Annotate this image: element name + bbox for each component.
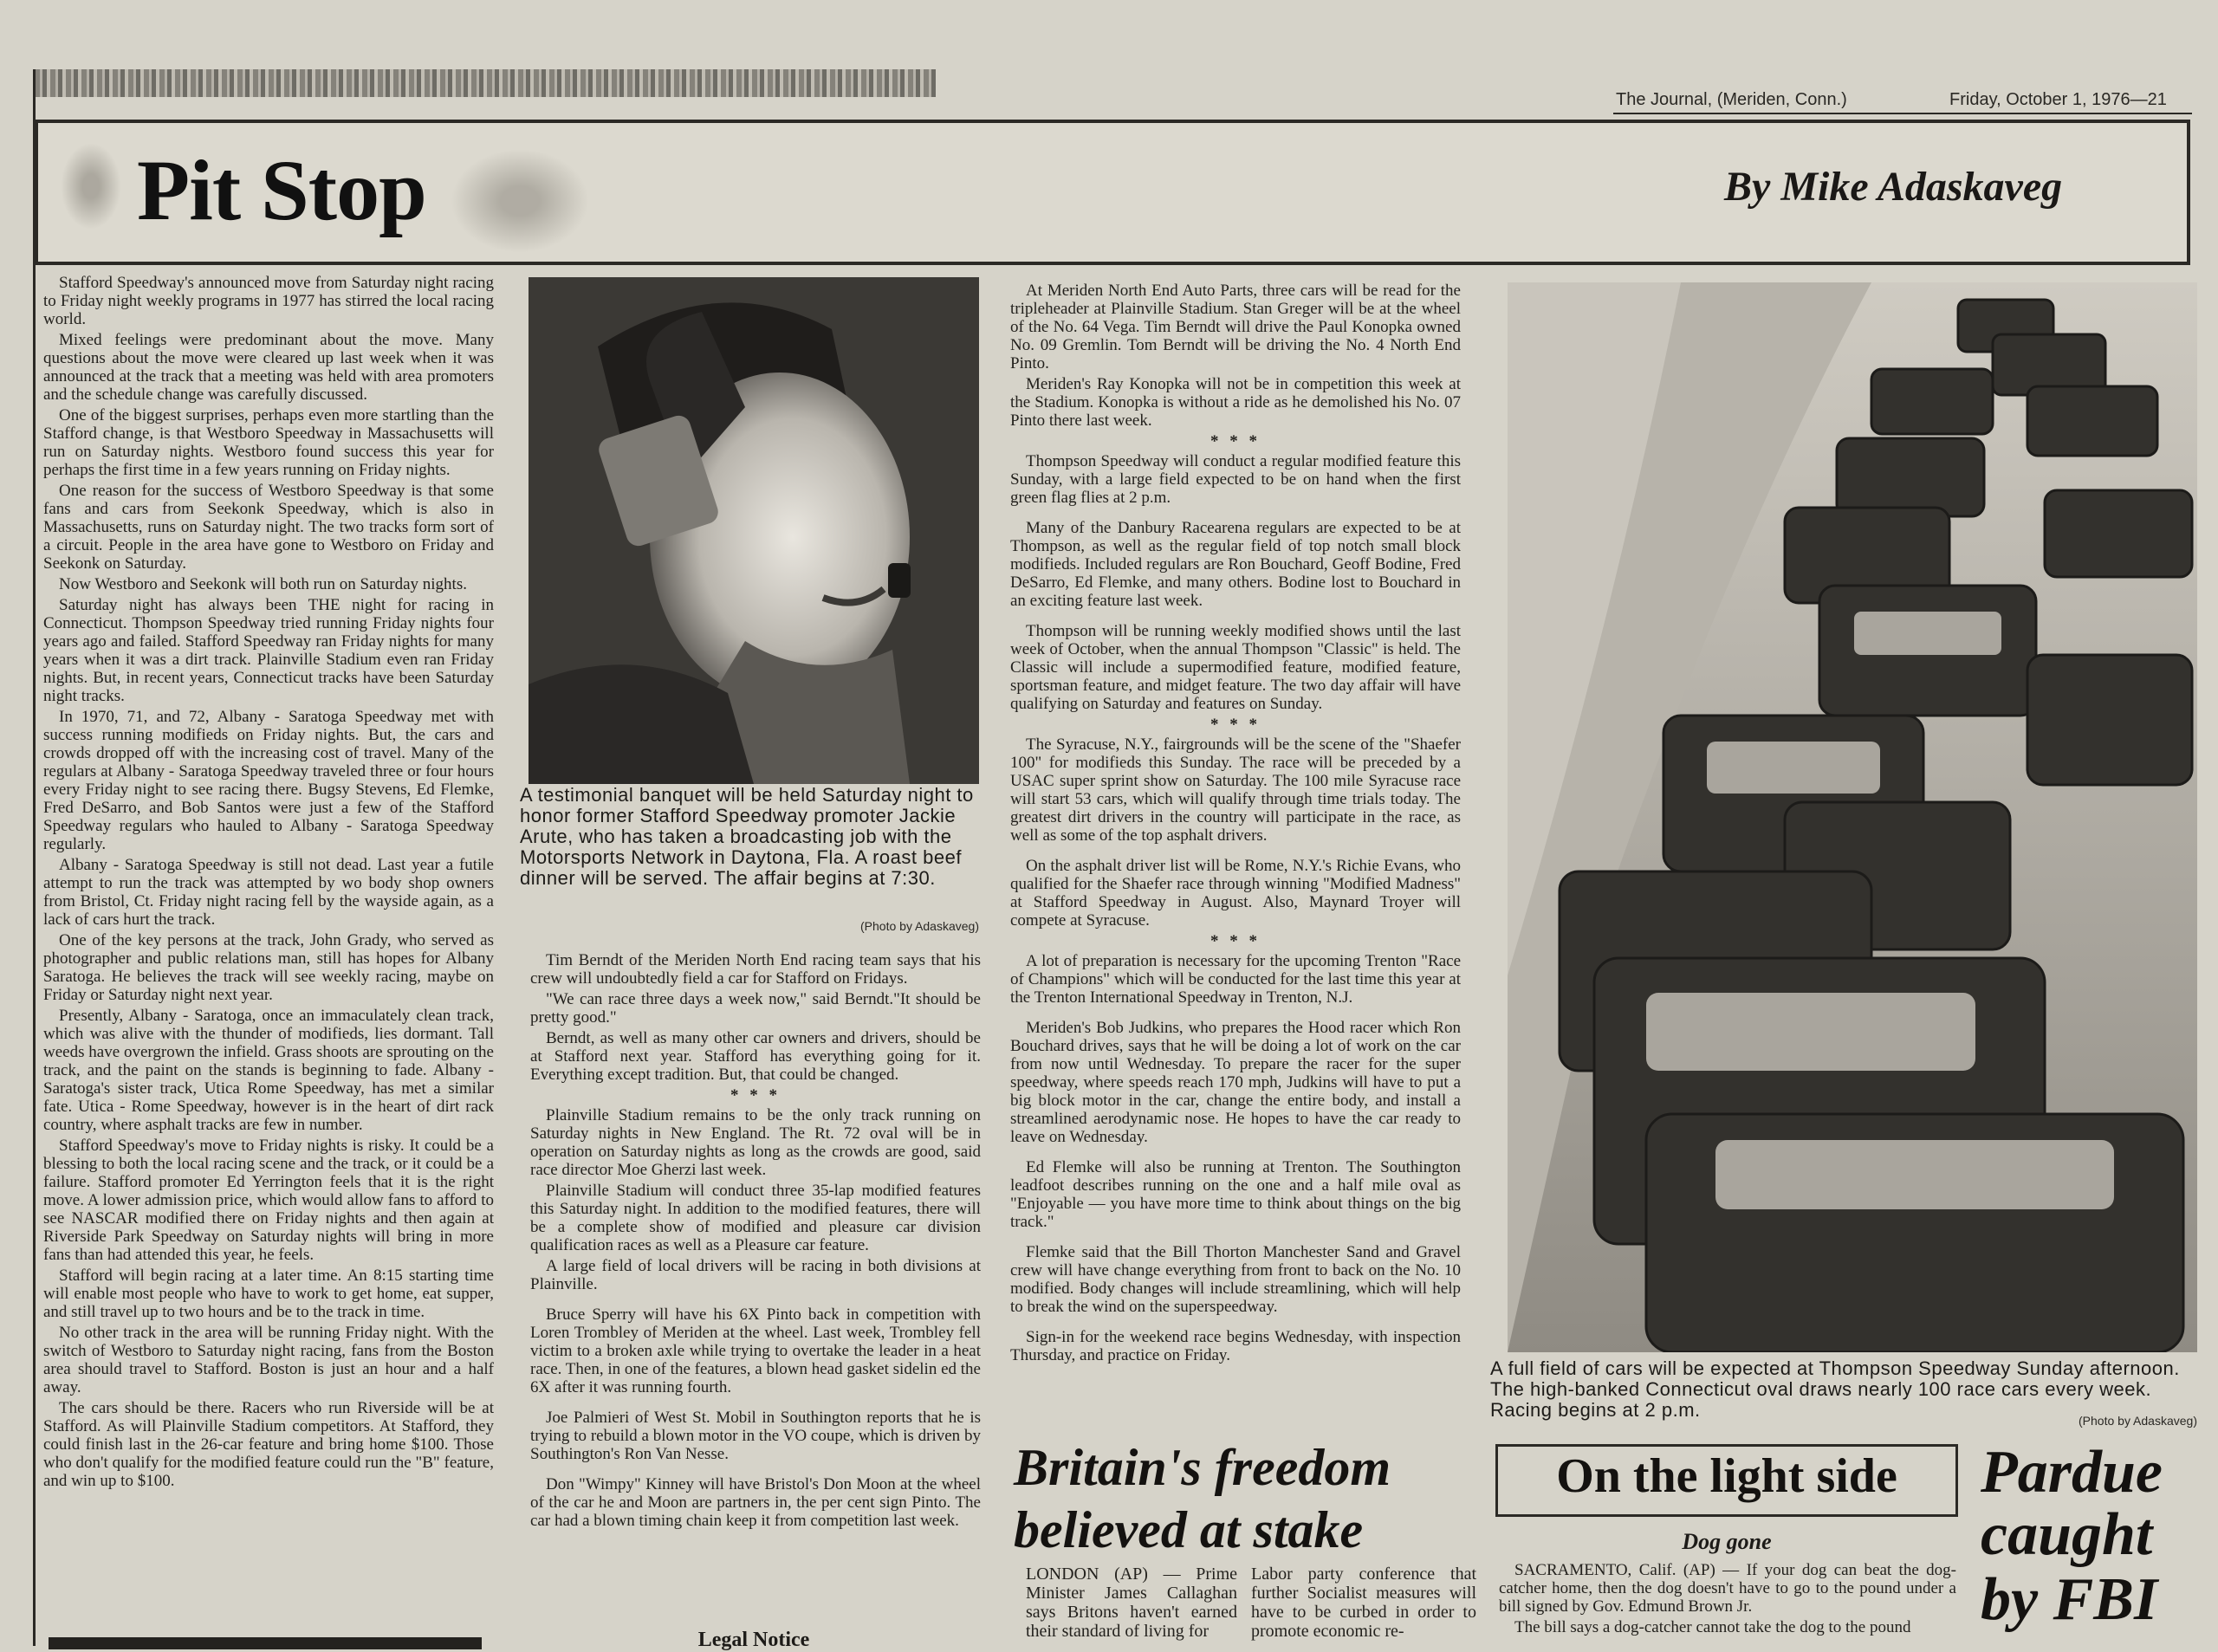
- article-paragraph: Sign-in for the weekend race begins Wednesday, with inspection Thursday, and practice on Friday.: [1010, 1328, 1461, 1364]
- light-side-title: On the light side: [1556, 1449, 1897, 1503]
- legal-notice-title: Legal Notice: [697, 1629, 810, 1651]
- article-paragraph: Albany - Saratoga Speedway is still not dead. Last year a futile attempt to run the track was attempted by wo body shop owners from Bristol, Ct. Friday night racing fell by the wayside again, as a lack of cars hurt the track.: [43, 856, 494, 929]
- article-paragraph: Stafford Speedway's move to Friday nights is risky. It could be a blessing to both the local racing scene and the track, or it could be a failure. Stafford promoter Ed Yerrington feels that it is the right move. A lower admission price, which would allow fans to afford to see NASCAR modified there on Friday nights and then again at Riverside Park Speedway on Saturday nights will bring in more fans than had attended this year, he feels.: [43, 1137, 494, 1264]
- section-separator: * * *: [1210, 716, 1261, 734]
- britain-headline-line2: believed at stake: [1014, 1501, 1364, 1558]
- article-paragraph: "We can race three days a week now," said Berndt."It should be pretty good.": [530, 990, 981, 1027]
- section-separator: * * *: [730, 1086, 781, 1105]
- pardue-headline-line2: caught: [1981, 1501, 2153, 1568]
- portrait-image: [529, 277, 979, 784]
- article-paragraph: Saturday night has always been THE night for racing in Connecticut. Thompson Speedway tried running Friday nights four years ago and failed. Stafford Speedway ran Friday nights for many years when it was a dirt track. Plainville Stadium even ran Friday nights. But, in recent years, Connecticut tracks have been Saturday night tracks.: [43, 596, 494, 705]
- banner-texture: [61, 143, 121, 230]
- masthead-strip: [35, 69, 936, 97]
- banner-texture: [451, 149, 589, 253]
- article-paragraph: Thompson Speedway will conduct a regular modified feature this Sunday, with a large field expected to be on hand when the first green flag flies at 2 p.m.: [1010, 452, 1461, 507]
- column-3-article: [1010, 282, 1461, 1367]
- article-paragraph: Now Westboro and Seekonk will both run on Saturday nights.: [59, 575, 467, 593]
- britain-text-a: LONDON (AP) — Prime Minister James Callaghan says Britons haven't earned their standard of living for: [1026, 1565, 1237, 1641]
- article-paragraph: Berndt, as well as many other car owners and drivers, should be at Stafford next year. Stafford has everything going for it. Everything except tradition. But, that could be changed.: [530, 1029, 981, 1084]
- photo-race-cars: [1508, 282, 2197, 1352]
- article-paragraph: The Syracuse, N.Y., fairgrounds will be the scene of the "Shaefer 100" for modifieds this Sunday. The race will be preceded by a USAC super sprint show on Saturday. The 100 mile Syracuse race will start 53 cars, which will qualify through time trials today. The greatest dirt drivers in the country will participate in the race, as well as some of the top asphalt drivers.: [1010, 735, 1461, 845]
- article-paragraph: No other track in the area will be running Friday night. With the switch of Westboro to Saturday night racing, fans from the Boston area should travel to Stafford. Boston is just an hour and a half away.: [43, 1324, 494, 1396]
- dog-gone-text: SACRAMENTO, Calif. (AP) — If your dog can beat the dog-catcher home, then the dog doesn't have to go to the pound under a bill signed by Gov. Edmund Brown Jr.: [1499, 1561, 1956, 1616]
- column-title: Pit Stop: [137, 142, 426, 238]
- photo1-credit: (Photo by Adaskaveg): [860, 919, 979, 933]
- left-page-rule: [33, 69, 36, 1646]
- newspaper-name: The Journal, (Meriden, Conn.): [1616, 90, 1847, 109]
- article-paragraph: A lot of preparation is necessary for the upcoming Trenton "Race of Champions" which will be conducted for the last time this year at the Trenton International Speedway in Trenton, N.J.: [1010, 952, 1461, 1007]
- article-paragraph: Ed Flemke will also be running at Trenton. The Southington leadfoot describes running on the one and a half mile oval as "Enjoyable — you have more time to think about things on the big track.": [1010, 1158, 1461, 1231]
- article-paragraph: Flemke said that the Bill Thorton Manchester Sand and Gravel crew will have change everything from front to back on the No. 10 modified. Body changes will include streamlining, which will help to break the wind on the superspeedway.: [1010, 1243, 1461, 1316]
- article-paragraph: Meriden's Bob Judkins, who prepares the Hood racer which Ron Bouchard drives, says that he will be doing a lot of work on the car from now until Wednesday. To prepare the racer for the super speedway, where speeds reach 170 mph, Judkins will have to put a big block motor in the car, change the entire body, and install a streamlined aerodynamic nose. He hopes to have the car ready to leave on Wednesday.: [1010, 1019, 1461, 1146]
- article-paragraph: Joe Palmieri of West St. Mobil in Southington reports that he is trying to rebuild a blown motor in the VO coupe, which is driven by Southington's Ron Van Nesse.: [530, 1409, 981, 1463]
- article-paragraph: One reason for the success of Westboro Speedway is that some fans and cars from Seekonk Speedway, which is also in Massachusetts, runs on Saturday night. The two tracks form sort of a circuit. People in the area have gone to Westboro on Friday and Seekonk on Saturday.: [43, 482, 494, 573]
- article-paragraph: Presently, Albany - Saratoga, once an immaculately clean track, which was alive with the thunder of modifieds, lies dormant. Tall weeds have overgrown the infield. Grass shoots are sprouting on the track, and the paint on the stands is beginning to fade. Albany - Saratoga's sister track, Utica Rome Speedway, has met a similar fate. Utica - Rome Speedway, however is in the heart of dirt rack country, where asphalt tracks are few in number.: [43, 1007, 494, 1134]
- article-paragraph: Stafford Speedway's announced move from Saturday night racing to Friday night weekly programs in 1977 has stirred the local racing world.: [43, 274, 494, 328]
- bottom-headline-fragment: [49, 1637, 482, 1649]
- pardue-headline-line3: by FBI: [1981, 1566, 2158, 1633]
- article-paragraph: One of the key persons at the track, John Grady, who served as photographer and public relations man, still has hopes for Albany Saratoga. He believes the track will see weekly racing, maybe on Friday or Saturday night next year.: [43, 931, 494, 1004]
- column-1-article: [43, 274, 494, 1493]
- article-paragraph: Plainville Stadium remains to be the only track running on Saturday nights in New England. The Rt. 72 oval will be in operation on Saturday nights as long as the crowds are good, said race director Moe Gherzi last week.: [530, 1106, 981, 1179]
- byline: By Mike Adaskaveg: [1724, 164, 2063, 210]
- article-paragraph: A large field of local drivers will be racing in both divisions at Plainville.: [530, 1257, 981, 1293]
- article-paragraph: One of the biggest surprises, perhaps even more startling than the Stafford change, is that Westboro Speedway in Massachusetts will run on Saturday nights. Westboro found success this year for perhaps the first time in a few years running on Friday nights.: [43, 406, 494, 479]
- photo2-caption: A full field of cars will be expected at Thompson Speedway Sunday afternoon. The high-banked Connecticut oval draws nearly 100 race cars every week. Racing begins at 2 p.m.: [1490, 1357, 2180, 1421]
- article-paragraph: In 1970, 71, and 72, Albany - Saratoga Speedway met with success running modifieds on Friday nights. But, the cars and crowds dropped off with the increasing cost of travel. Many of the regulars at Albany - Saratoga Speedway traveled three or four hours every Friday night to see racing there. Bugsy Stevens, Ed Flemke, Fred DeSarro, and Bob Santos were just a few of the Stafford Speedway regulars who hauled to Albany - Saratoga Speedway regularly.: [43, 708, 494, 853]
- britain-text-b: Labor party conference that further Socialist measures will have to be curbed in order to promote economic re-: [1251, 1565, 1476, 1641]
- article-paragraph: Don "Wimpy" Kinney will have Bristol's Don Moon at the wheel of the car he and Moon are partners in, the per cent sign Pinto. The car had a blown timing chain keep it from competition last week.: [530, 1475, 981, 1530]
- article-paragraph: Plainville Stadium will conduct three 35-lap modified features this Saturday night. In addition to the modified features, there will be a complete show of modified and pleasure car division qualification races as well as a Pleasure car feature.: [530, 1182, 981, 1254]
- article-paragraph: On the asphalt driver list will be Rome, N.Y.'s Richie Evans, who qualified for the Shaefer race through winning "Modified Madness" at Stafford Speedway in August. Also, Maynard Troyer will compete at Syracuse.: [1010, 857, 1461, 930]
- article-paragraph: Bruce Sperry will have his 6X Pinto back in competition with Loren Trombley of Meriden at the wheel. Last week, Trombley fell victim to a broken axle while trying to overtake the leader in a heat race. Then, in one of the features, a blown head gasket sidelin ed the 6X after it was running fourth.: [530, 1305, 981, 1396]
- britain-headline-line1: Britain's freedom: [1014, 1439, 1391, 1496]
- running-head-rule: [1613, 113, 2192, 114]
- article-paragraph: Many of the Danbury Racearena regulars are expected to be at Thompson, as well as the regular field of top notch small block modifieds. Included regulars are Ron Bouchard, Geoff Bodine, Fred DeSarro, Ed Flemke, and many others. Bodine lost to Bouchard in an exciting feature last week.: [1010, 519, 1461, 610]
- article-paragraph: Mixed feelings were predominant about the move. Many questions about the move were cleared up last week when it was announced at the track that a meeting was held with area promoters and the schedule change was carefully discussed.: [43, 331, 494, 404]
- section-separator: * * *: [1210, 432, 1261, 450]
- article-paragraph: At Meriden North End Auto Parts, three cars will be read for the tripleheader at Plainville Stadium. Stan Greger will be at the wheel of the No. 64 Vega. Tim Berndt will drive the Paul Konopka owned No. 09 Gremlin. Tom Berndt will be driving the No. 4 North End Pinto.: [1010, 282, 1461, 373]
- pardue-headline-line1: Pardue: [1981, 1439, 2163, 1506]
- column-2-article: [530, 951, 981, 1532]
- article-paragraph: Tim Berndt of the Meriden North End racing team says that his crew will undoubtedly field a car for Stafford on Fridays.: [530, 951, 981, 988]
- article-paragraph: Thompson will be running weekly modified shows until the last week of October, when the annual Thompson "Classic" is held. The Classic will include a supermodified feature, modified feature, sportsman feature, and midget feature. The two day affair will have qualifying on Saturday and features on Sunday.: [1010, 622, 1461, 713]
- dog-gone-text-2: The bill says a dog-catcher cannot take the dog to the pound: [1514, 1618, 1911, 1636]
- date-page: Friday, October 1, 1976—21: [1949, 90, 2167, 109]
- section-separator: * * *: [1210, 932, 1261, 950]
- dog-gone-subhead: Dog gone: [1682, 1529, 1772, 1554]
- race-cars-image: [1508, 282, 2197, 1352]
- article-paragraph: The cars should be there. Racers who run Riverside will be at Stafford. As will Plainville Stadium competitors. At Stafford, they could finish last in the 26-car feature and bring home $100. Those who don't qualify for the modified feature could run the "B" feature, and win up to $100.: [43, 1399, 494, 1490]
- photo-jackie-arute: [529, 277, 979, 784]
- photo1-caption: A testimonial banquet will be held Saturday night to honor former Stafford Speedway promoter Jackie Arute, who has taken a broadcasting job with the Motorsports Network in Daytona, Fla. A roast beef dinner will be served. The affair begins at 7:30.: [520, 784, 974, 889]
- article-paragraph: Meriden's Ray Konopka will not be in competition this week at the Stadium. Konopka is without a ride as he demolished his No. 07 Pinto there last week.: [1010, 375, 1461, 430]
- article-paragraph: Stafford will begin racing at a later time. An 8:15 starting time will enable most people who have to work to get home, eat supper, and still travel up to two hours and be to the track in time.: [43, 1267, 494, 1321]
- photo2-credit: (Photo by Adaskaveg): [2079, 1414, 2197, 1428]
